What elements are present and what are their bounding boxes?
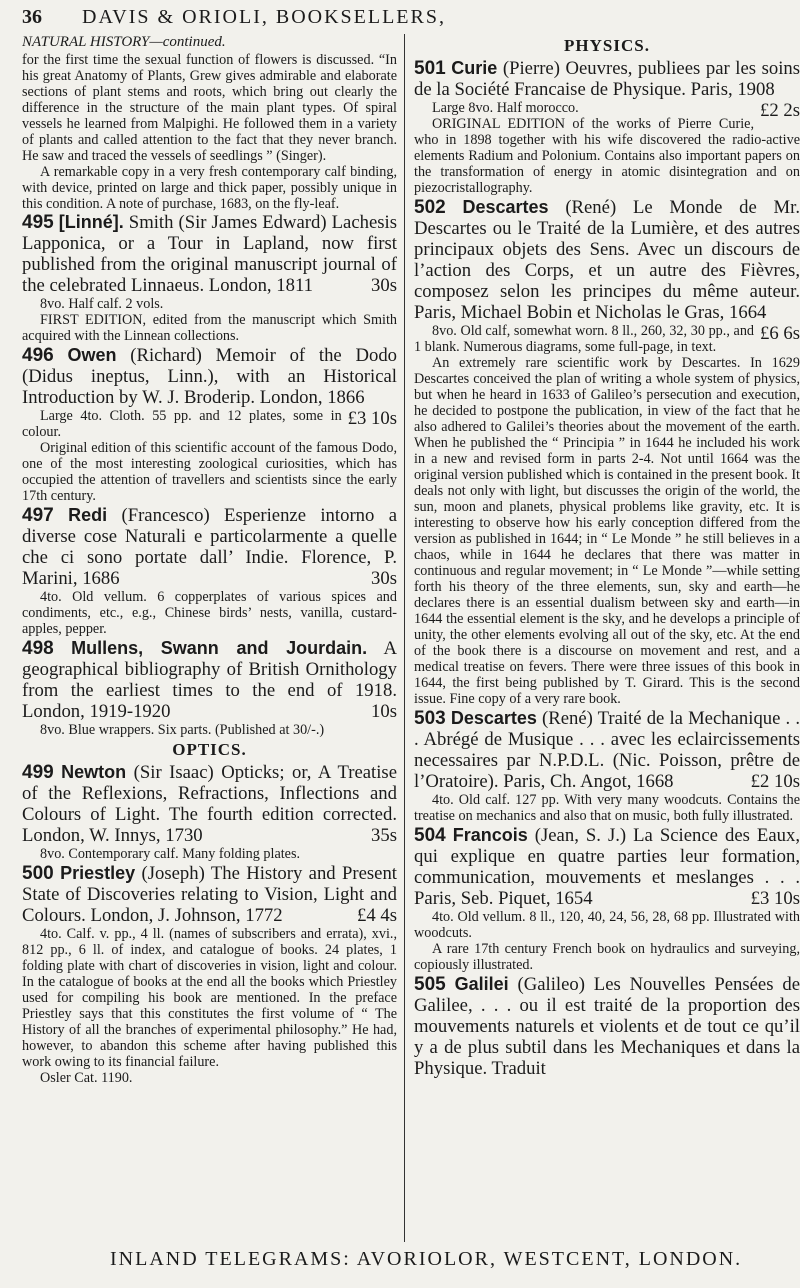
entry-title: A geographical bibliography of British Ornithology from the earliest times to the end of 1918. London, 1919-1920 [22,638,398,722]
entry-author: Mullens, Swann and Jourdain. [71,638,368,658]
entry-number: 502 [414,197,446,218]
entry-title: (Sir Isaac) Opticks; or, A Treatise of the Reflexions, Refractions, Inflections and Colours of Light. The fourth edition corrected. London, W. Innys, 1730 [22,762,398,846]
entry-heading [22,863,397,926]
entry-title: (René) Traité de la Mechanique . . . Abrégé de Musique . . . avec les eclaircissements necessaires par N.P.D.L. (Nic. Poisson, prêtre de l’Oratoire). Paris, Ch. Angot, 1668 [414,708,800,792]
entry-title: (Pierre) Oeuvres, publiees par les soins de la Société Francaise de Physique. Paris, 1908 [414,58,800,100]
continued-text-2: A remarkable copy in a very fresh contemporary calf binding, with device, printed on large and thick paper, possibly unique in this condition. A note of purchase, 1683, on the fly-leaf. [22,164,397,212]
optics-entries [22,762,397,1086]
entry-price: £3 10s [750,888,800,909]
entry-number: 503 [414,708,446,729]
entry-author: [Linné]. [58,212,124,232]
entry-title: (Richard) Memoir of the Dodo (Didus ineptus, Linn.), with an Historical Introduction by W. J. Broderip. London, 1866 [22,345,398,408]
entry-author: Priestley [60,863,136,883]
entry-title: (Jean, S. J.) La Science des Eaux, qui explique en quatre parties leur formation, communication, mouvements et meslanges . . . Paris, Seb. Piquet, 1654 [414,825,800,909]
catalogue-entry [414,708,800,824]
natural-history-entries [22,212,397,738]
entry-description: 8vo. Contemporary calf. Many folding plates. [40,846,301,862]
entry-author: Redi [68,505,108,525]
page-header [22,6,790,32]
entry-note: Osler Cat. 1190. [40,1070,133,1086]
entry-author: Curie [451,58,498,78]
entry-note: Original edition of this scientific account of the famous Dodo, one of the most interesting zoological curiosities, which has occupied the attention of travellers and scientists since the early 17th century. [22,440,397,504]
entry-description: 4to. Old calf. 127 pp. With very many woodcuts. Contains the treatise on mechanics and also that on music, both fully illustrated. [414,792,800,824]
entry-author: Owen [67,345,117,365]
entry-heading [22,212,397,296]
catalogue-entry [414,197,800,707]
catalogue-entry [414,974,800,1079]
entry-number: 500 [22,863,54,884]
entry-heading [22,638,397,722]
right-column [404,34,800,1242]
entry-number: 498 [22,638,54,659]
entry-heading [414,825,800,909]
entry-number: 496 [22,345,54,366]
continued-text: for the first time the sexual function of flowers is discussed. “In his great Anatomy of Plants, Grew gives admirable and elaborate sections of plant stems and roots, which bring out clearly the difference in the structure of the main plant types. Of spiral vessels he learned from Malpighi. He followed them in a variety of plants and called attention to the fact that they never branch. He saw and traced the vessels of seedlings ” (Singer). [22,52,397,164]
section-title-optics: OPTICS. [172,740,247,759]
entry-description: 8vo. Half calf. 2 vols. [40,296,164,312]
entry-description: 4to. Old vellum. 6 copperplates of various spices and condiments, etc., e.g., Chinese birds’ nests, vanilla, custard-apples, pepper. [22,589,397,637]
left-column [22,34,404,1242]
entry-author: Francois [452,825,528,845]
entry-description: 4to. Old vellum. 8 ll., 120, 40, 24, 56, 28, 68 pp. Illustrated with woodcuts. [414,909,800,941]
entry-description: 4to. Calf. v. pp., 4 ll. (names of subscribers and errata), xvi., 812 pp., 6 ll. of index, and catalogue of books. 24 plates, 1 folding plate with chart of discoveries in vision, light and colour. In the catalogue of books at the end all the books which Priestley used for compiling his book are mentioned. In the preface Priestley says that this constitutes the first volume of “ The History of all the branches of experimental philosophy.” He had, however, to abandon this scheme after having published this work owing to its financial failure. [22,926,397,1070]
catalogue-entry [22,345,397,504]
entry-price: 35s [371,825,397,846]
catalogue-entry [22,638,397,738]
entry-note: ORIGINAL EDITION of the works of Pierre Curie, who in 1898 together with his wife discovered the radio-active elements Radium and Polonium. Contains also important papers on the transformation of energy in atomic disintegration and on piezocristallography. [414,116,800,196]
entry-number: 497 [22,505,54,526]
entry-description: Large 4to. Cloth. 55 pp. and 12 plates, some in colour. [22,408,342,440]
two-column-body [22,34,800,1242]
entry-note: FIRST EDITION, edited from the manuscript which Smith acquired with the Linnean collections. [22,312,397,344]
catalogue-entry [22,762,397,862]
entry-price: 30s [371,275,397,296]
catalogue-entry [22,863,397,1086]
entry-description: Large 8vo. Half morocco. [432,100,579,116]
entry-price: £4 4s [357,905,397,926]
entry-heading [22,762,397,846]
entry-price: 10s [371,701,397,722]
footer-telegrams: INLAND TELEGRAMS: AVORIOLOR, WESTCENT, LONDON. [110,1248,743,1270]
entry-price: £3 10s [347,408,397,429]
entry-price: £2 10s [750,771,800,792]
entry-heading [22,505,397,589]
page-number: 36 [22,6,42,28]
entry-title: Smith (Sir James Edward) Lachesis Lapponica, or a Tour in Lapland, now first published from the original manuscript journal of the celebrated Linnaeus. London, 1811 [22,212,398,296]
physics-entries [414,58,800,1079]
entry-price: £6 6s [760,323,800,344]
catalogue-entry [414,825,800,973]
entry-title: (Joseph) The History and Present State of Discoveries relating to Vision, Light and Colours. London, J. Johnson, 1772 [22,863,398,926]
entry-note: An extremely rare scientific work by Descartes. In 1629 Descartes conceived the plan of writing a whole system of physics, but when he heard in 1633 of Galileo’s persecution and execution, he decided to postpone the publication, in view of the fact that he also adhered to Galilei’s theories about the movement of the earth. When he published the “ Principia ” in 1644 he included his work in a new and revised form in parts 2-4. Not until 1664 was the original version published which is contained in the present book. It deals not only with light, but discusses the origin of the world, the sun, moon and planets, physical problems like gravity, etc. It is interesting to observe how his early conception differed from the version as published in 1644; in “ Le Monde ” he still believes in a chaos, while in 1644 he declares that there was matter in continuous and regular movement; in “ Le Monde ”—while setting forth his theory of the three elements, sun, sky and earth—he declares there is an essential dualism between sky and earth—in 1644 the essential element is the sky, and he develops a principle of unity, the other elements evolving all out of the sky, etc. At the end of the book there is a discourse on movement and rest, and a medical treatise on fevers. There were three issues of this book in 1644, the first being published by T. Girard. This is the second issue. Fine copy of a very rare book. [414,355,800,707]
entry-author: Newton [61,762,127,782]
entry-number: 505 [414,974,446,995]
entry-author: Galilei [454,974,509,994]
catalogue-entry [414,58,800,196]
entry-title: (Francesco) Esperienze intorno a diverse cose Naturali e particolarmente a quelle che ci sono portate dall’ Indie. Florence, P. Marini, 1686 [22,505,398,589]
section-title-physics: PHYSICS. [564,36,650,55]
entry-title: (René) Le Monde de Mr. Descartes ou le Traité de la Lumière, et des autres principaux objets des Sens. Avec un discours de l’action des Corps, et un autre des Fièvres, composez selon les principes du même auteur. Paris, Michael Bobin et Nicholas le Gras, 1664 [414,197,800,323]
entry-number: 501 [414,58,446,79]
entry-price: £2 2s [760,100,800,121]
entry-author: Descartes [450,708,537,728]
running-head: DAVIS & ORIOLI, BOOKSELLERS, [82,6,446,28]
entry-description: 8vo. Old calf, somewhat worn. 8 ll., 260, 32, 30 pp., and 1 blank. Numerous diagrams, some full-page, in text. [414,323,755,355]
entry-title: (Galileo) Les Nouvelles Pensées de Galilee, . . . ou il est traité de la proportion des mouvements naturels et violents et de tout ce qu’il y a de plus subtil dans les Mechaniques et dans la Physique. Traduit [414,974,800,1079]
entry-note: A rare 17th century French book on hydraulics and surveying, copiously illustrated. [414,941,800,973]
entry-number: 504 [414,825,446,846]
entry-number: 499 [22,762,54,783]
section-title-natural-history: NATURAL HISTORY—continued. [22,34,226,50]
entry-author: Descartes [462,197,549,217]
entry-price: 30s [371,568,397,589]
catalogue-entry [22,505,397,637]
catalogue-entry [22,212,397,344]
entry-description: 8vo. Blue wrappers. Six parts. (Published at 30/-.) [40,722,325,738]
entry-heading [414,974,800,1079]
entry-heading [414,708,800,792]
entry-number: 495 [22,212,54,233]
